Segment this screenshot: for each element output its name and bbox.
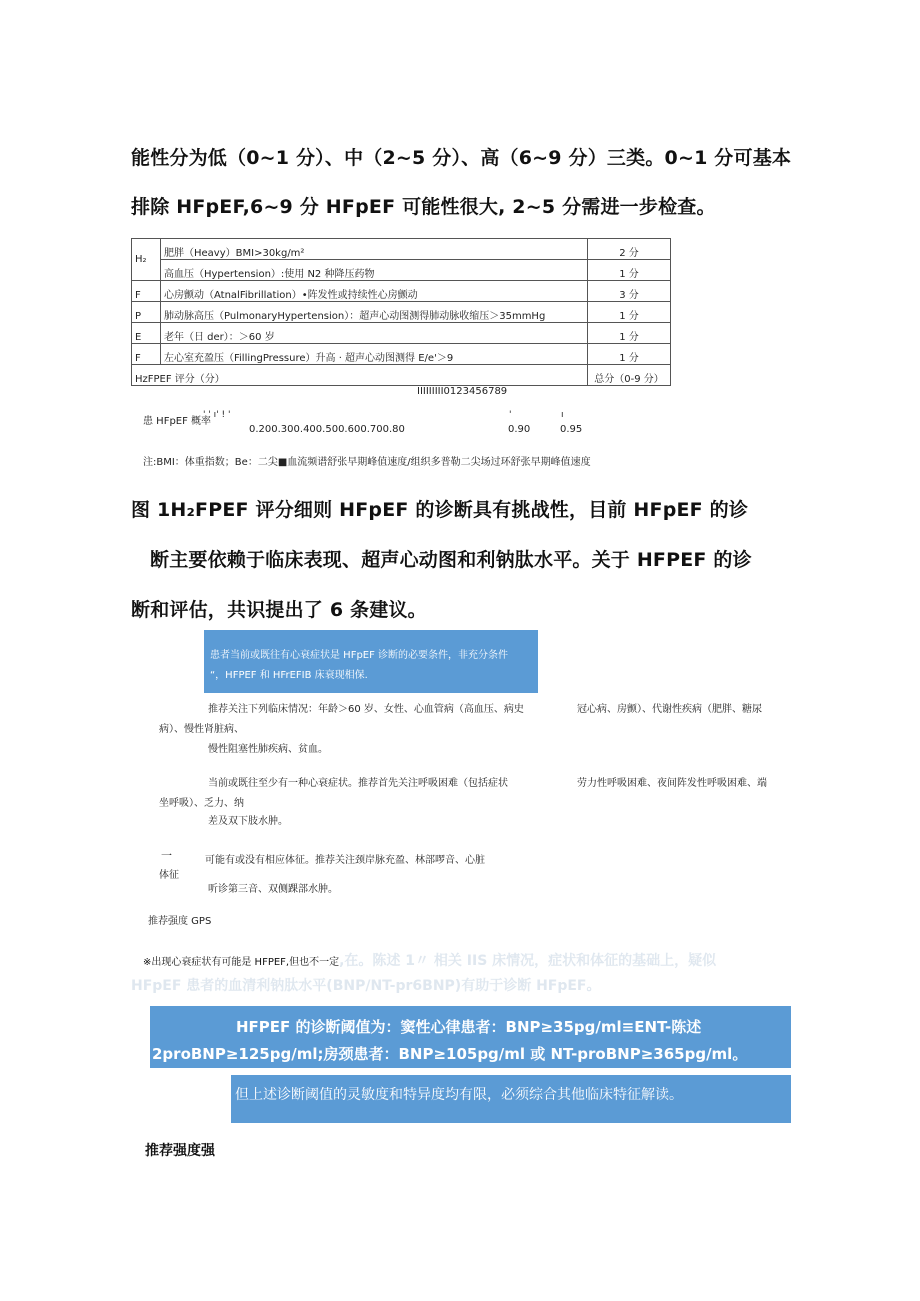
h2fpef-score-table <box>131 238 671 386</box>
table-row <box>132 260 671 281</box>
item-b-line-2: 坐呼吸）、乏力、纳 <box>159 798 244 809</box>
row-item: 肥胖（Heavy）BMI>30kg/m² <box>161 239 588 260</box>
item-c-label: 体征 <box>159 870 179 881</box>
limitation-text: 但上述诊断阈值的灵敏度和特异度均有限，必须综合其他临床特征解读。 <box>235 1087 683 1103</box>
row-item: 老年（日 der）：＞60 岁 <box>161 323 588 344</box>
row-points: 3 分 <box>588 281 671 302</box>
row-points: 1 分 <box>588 302 671 323</box>
warning-prefix: ※出现心衰症状有可能是 HFPEF,但也不一定 <box>143 957 340 968</box>
item-c-dash: 一 <box>161 849 172 862</box>
item-a-line-2: 病）、慢性肾脏病、 <box>159 724 244 735</box>
score-ticks: IIIIIIIII0123456789 <box>417 386 508 397</box>
rec-box-line-1: 患者当前或既往有心衰症状是 HFpEF 诊断的必要条件，非充分条件 <box>210 650 509 661</box>
item-a-line-1: 推荐关注下列临床情况：年龄＞60 岁、女性、心血管病（高血压、病史 <box>208 704 524 715</box>
probability-090: 0.90 <box>508 424 531 435</box>
row-item: 肺动脉高压（PulmonaryHypertension）：超声心动图测得肺动脉收缩压＞35mmHg <box>161 302 588 323</box>
item-a-line-3: 慢性阻塞性肺疾病、贫血。 <box>208 744 328 755</box>
caption-line-3: 断和评估，共识提出了 6 条建议。 <box>131 599 427 621</box>
caption-line-1: 图 1H₂FPEF 评分细则 HFpEF 的诊断具有挑战性，目前 HFpEF 的诊 <box>131 499 749 521</box>
warning-faded-2: HFpEF 患者的血清利钠肽水平(BNP/NT-pr6BNP)有助于诊断 HFpEF。 <box>131 978 601 994</box>
tick-mark-b: ı <box>561 410 564 420</box>
probability-values: 0.200.300.400.500.600.700.80 <box>249 424 405 435</box>
item-c-line-1: 可能有或没有相应体征。推荐关注颈岸脉充盈、林部啰音、心脏 <box>205 855 485 866</box>
intro-line-1: 能性分为低（0~1 分）、中（2~5 分）、高（6~9 分）三类。0~1 分可基本 <box>131 147 792 169</box>
item-b-line-1-right: 劳力性呼吸困难、夜间阵发性呼吸困难、端 <box>577 778 767 789</box>
recommendation-strength: 推荐强度强 <box>145 1143 215 1159</box>
item-a-line-1-right: 冠心病、房颤）、代谢性疾病（肥胖、糖尿 <box>577 704 762 715</box>
rec-box-line-2: “，HFPEF 和 HFrEFIB 床衰现相保. <box>210 670 368 681</box>
threshold-box <box>150 1006 791 1068</box>
row-code: F <box>132 344 161 365</box>
total-points: 总分（0-9 分） <box>588 365 671 386</box>
row-item: 心房颤动（AtnalFibrillation）•阵发性或持续性心房颤动 <box>161 281 588 302</box>
table-row <box>132 344 671 365</box>
table-row <box>132 323 671 344</box>
row-points: 1 分 <box>588 260 671 281</box>
probability-label: 患 HFpEF 概率 <box>143 416 212 427</box>
row-points: 1 分 <box>588 344 671 365</box>
table-total-row <box>132 365 671 386</box>
abbreviation-note: 注:BMI：体重指数；Be：二尖■血流频谱舒张早期峰值速度/组织多普勒二尖场过环舒张早期峰值速度 <box>143 457 591 468</box>
item-c-line-2: 听诊第三音、双侧踝部水肿。 <box>208 884 338 895</box>
table-row <box>132 281 671 302</box>
recommendation-box-1 <box>204 630 538 693</box>
intro-line-2: 排除 HFpEF,6~9 分 HFpEF 可能性很大, 2~5 分需进一步检查。 <box>131 196 716 218</box>
recommendation-strength-gps: 推荐强度 GPS <box>148 916 212 927</box>
row-points: 2 分 <box>588 239 671 260</box>
row-code: P <box>132 302 161 323</box>
row-item: 高血压（Hypertension）:使用 N2 种降压药物 <box>161 260 588 281</box>
probability-095: 0.95 <box>560 424 583 435</box>
item-b-line-3: 差及双下肢水肿。 <box>208 816 288 827</box>
table-row <box>132 302 671 323</box>
probability-marks: ' ' ı' ! ' <box>203 410 231 420</box>
row-code: H₂ <box>132 239 161 281</box>
row-points: 1 分 <box>588 323 671 344</box>
warning-line <box>143 950 716 970</box>
item-b-line-1: 当前或既往至少有一种心衰症状。推荐首先关注呼吸困难（包括症状 <box>208 778 508 789</box>
row-code: F <box>132 281 161 302</box>
threshold-line-2: 2proBNP≥125pg/ml;房颈患者：BNP≥105pg/ml 或 NT-proBNP≥365pg/ml。 <box>152 1045 748 1063</box>
tick-mark-a: ' <box>509 410 512 420</box>
limitation-box <box>231 1075 791 1123</box>
threshold-line-1: HFPEF 的诊断阈值为：窦性心律患者：BNP≥35pg/ml≡ENT-陈述 <box>236 1018 702 1036</box>
caption-line-2: 断主要依赖于临床表现、超声心动图和利钠肽水平。关于 HFPEF 的诊 <box>150 549 752 571</box>
total-label: HzFPEF 评分（分） <box>132 365 588 386</box>
row-item: 左心室充盈压（FillingPressure）升高 · 超声心动图测得 E/e'＞9 <box>161 344 588 365</box>
table-row <box>132 239 671 260</box>
row-code: E <box>132 323 161 344</box>
warning-faded-1: ,在。陈述 1〃 相关 IIS 床情况，症状和体征的基础上，疑似 <box>339 953 717 969</box>
